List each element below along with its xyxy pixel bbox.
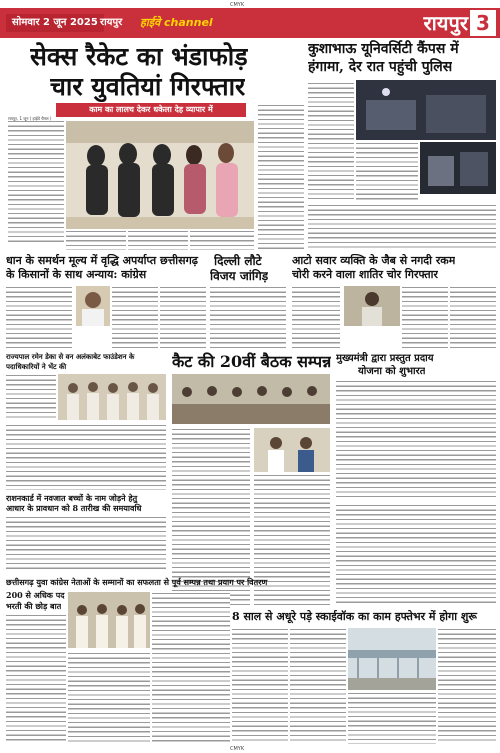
sex-racket-text-col-2	[66, 230, 126, 250]
auto-thief-text-col-2	[402, 286, 448, 348]
ration-text	[6, 516, 166, 570]
rajyapal-photo	[58, 374, 166, 420]
delhi-text	[210, 286, 286, 348]
kushabhau-text-col-3	[308, 204, 496, 250]
paddy-headline-2: के किसानों के साथ अन्याय: कांग्रेस	[6, 268, 147, 281]
paddy-text-col-1	[6, 286, 72, 348]
jobs-headline-1: 200 से अधिक पद	[6, 590, 65, 600]
rajyapal-text-col-2	[6, 424, 166, 490]
sex-racket-text-col-4	[190, 230, 254, 250]
delhi-headline-2: विजय जांगिड़	[210, 269, 269, 283]
kushabhau-text-col-2	[356, 142, 418, 202]
cm-scheme-text-2	[336, 504, 496, 604]
youth-text-col-1	[6, 614, 66, 744]
kushabhau-text-col-1	[308, 82, 354, 202]
kushabhau-photo-2	[420, 142, 496, 194]
auto-thief-text-col-1	[292, 286, 340, 348]
paddy-headline-1: धान के समर्थन मूल्य में वृद्धि अपर्याप्त छत्तीसगढ़	[6, 254, 198, 267]
youth-text-col-2	[68, 652, 150, 744]
section-title: रायपुर	[423, 11, 468, 35]
masthead-date: सोमवार 2 जून 2025	[6, 14, 104, 32]
auto-thief-headline-1: आटो सवार व्यक्ति के जैब से नगदी रकम	[292, 254, 456, 267]
kushabhau-headline-1: कुशाभाऊ यूनिवर्सिटी कैंपस में	[308, 41, 459, 57]
ration-headline-1: राशनकार्ड में नवजात बच्चों के नाम जोड़ने हेतु	[6, 493, 138, 503]
sex-racket-text-col-3	[128, 230, 188, 250]
skywalk-text-col-2	[290, 628, 346, 744]
cm-scheme-headline-2: योजना को शुभारत	[358, 366, 426, 377]
delhi-headline-1: दिल्ली लौटे	[214, 254, 262, 268]
rajyapal-headline: राज्यपाल रमेन डेका से वन अलंकाबेट फाउंडेशन के पदाधिकारियों ने भेंट की	[6, 352, 135, 371]
skywalk-text-col-3	[348, 692, 436, 744]
skywalk-text-col-1	[232, 628, 288, 744]
masthead-brand: हाईवे channel	[140, 16, 213, 29]
paddy-text-col-3	[160, 286, 206, 348]
auto-thief-headline-2: चोरी करने वाला शातिर चोर गिरफ्तार	[292, 268, 439, 281]
skywalk-photo	[348, 628, 436, 690]
youth-photo	[68, 592, 150, 648]
rajyapal-text-col-1	[6, 374, 56, 420]
youth-text-col-3	[152, 592, 230, 744]
cm-scheme-headline-1: मुख्यमंत्री द्वारा प्रस्तुत प्रदाय	[336, 353, 434, 364]
cabinet-headline: कैट की 20वीं बैठक सम्पन्न	[172, 352, 332, 371]
sex-racket-dateline: रायपुर, 1 जून ( हाईवे चैनल )	[8, 116, 52, 121]
paddy-portrait	[76, 286, 110, 326]
skywalk-text-col-4	[438, 628, 496, 744]
ration-headline-2: आधार के प्रावधान को 8 तारीख की समयावधि	[6, 503, 142, 513]
kushabhau-headline-2: हंगामा, देर रात पहुंची पुलिस	[308, 59, 453, 75]
sex-racket-strap: काम का लालच देकर धकेला देह व्यापार में	[56, 103, 246, 117]
cm-scheme-text	[336, 380, 496, 500]
sex-racket-headline-2: चार युवतियां गिरफ्तार	[50, 72, 246, 101]
youth-headline: छत्तीसगढ़ युवा कांग्रेस नेताओं के सम्मानों का सफलता से पूर्व सम्पन्न तथा प्रयाग पर वितरण	[6, 577, 268, 587]
sex-racket-headline-1: सेक्स रैकेट का भंडाफोड़	[30, 42, 248, 71]
sex-racket-text-col-1	[8, 120, 64, 245]
page-number: 3	[470, 10, 496, 36]
skywalk-headline: 8 साल से अधूरे पड़े स्काईवॉक का काम हफ्तेभर में होगा शुरू	[232, 610, 477, 623]
cabinet-photo	[172, 374, 330, 424]
masthead-city: रायपुर	[100, 17, 123, 28]
sex-racket-photo	[66, 121, 254, 229]
kushabhau-photo-1	[356, 80, 496, 140]
auto-thief-photo	[344, 286, 400, 326]
print-mark-bottom: CMYK	[230, 746, 245, 752]
print-mark-top: CMYK	[230, 2, 245, 8]
auto-thief-text-col-3	[450, 286, 496, 348]
jobs-headline-2: भरती की छोड़ बात	[6, 601, 62, 611]
paddy-text-col-2	[112, 286, 158, 348]
sex-racket-text-col-5	[258, 104, 304, 250]
cabinet-photo-2	[254, 428, 330, 472]
